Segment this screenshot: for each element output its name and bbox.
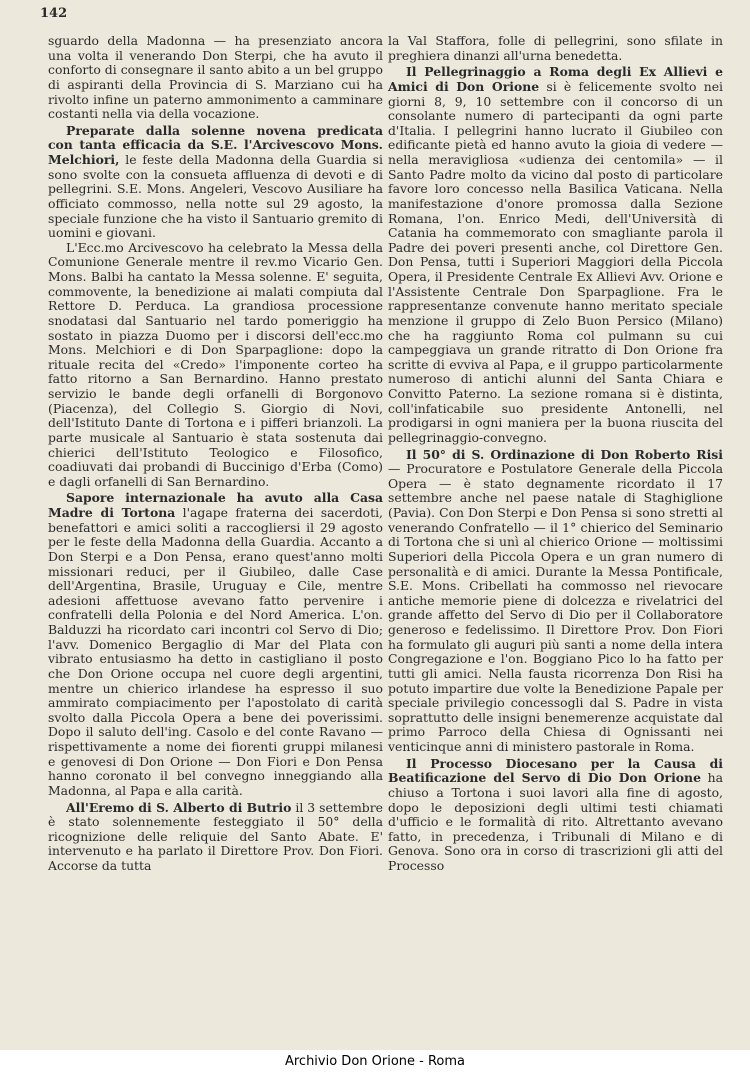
page-number: 142 [40,6,68,21]
article-paragraph [388,34,723,63]
paragraph-text: ha chiuso a Tortona i suoi lavori alla fine di agosto, dopo le deposizioni degli ultimi testi chiamati d'ufficio e le formalità di rito. Altrettanto avevano fatto, in precedenza, i Tribunali di Milano e di Genova. Sono ora in corso di trascrizioni gli atti del Processo [388,770,723,873]
archive-footer: Archivio Don Orione - Roma [284,1054,466,1069]
article-paragraph [48,34,383,122]
article-paragraph [48,124,383,241]
article-paragraph [48,801,383,874]
paragraph-text: — Procuratore e Postulatore Generale della Piccola Opera — è stato degnamente ricordato il 17 settembre anche nel paese natale di Staghiglione (Pavia). Con Don Sterpi e Don Pensa si sono stretti al venerando Confratello — il 1° chierico del Seminario di Tortona che si unì al chierico Orione — moltissimi Superiori della Piccola Opera e un gran numero di personalità e di amici. Durante la Messa Pontificale, S.E. Mons. Cribellati ha commosso nel rievocare antiche memorie piene di dolcezza e rivelatrici del grande affetto del Servo di Dio per il Collaboratore generoso e fedelissimo. Il Direttore Prov. Don Fiori ha formulato gli auguri più santi a nome della intera Congregazione e l'on. Boggiano Pico lo ha fatto per tutti gli amici. Nella fausta ricorrenza Don Risi ha potuto impartire due volte la Benedizione Papale per speciale privilegio concessogli dal S. Padre in vista soprattutto delle insigni benemerenze acquistate dal primo Parroco della Chiesa di Ognissanti nei venticinque anni di ministero pastorale in Roma. [388,461,723,754]
left-column [48,34,383,874]
right-column [388,34,723,874]
paragraph-text: l'agape fraterna dei sacerdoti, benefattori e amici soliti a raccogliersi il 29 agosto per le feste della Madonna della Guardia. Accanto a Don Sterpi e a Don Pensa, erano quest'anno molti missionari reduci, per il Giubileo, dalle Case dell'Argentina, Brasile, Uruguay e Cile, mentre adesioni affettuose avevano fatto pervenire i confratelli della Polonia e del Nord America. L'on. Balduzzi ha ricordato cari incontri col Servo di Dio; l'avv. Domenico Bergaglio di Mar del Plata con vibrato entusiasmo ha detto in castigliano il posto che Don Orione occupa nel cuore degli argentini, mentre un chierico irlandese ha espresso il suo ammirato compiacimento per l'apostolato di carità svolto dalla Piccola Opera a bene dei poverissimi. Dopo il saluto dell'ing. Casolo e del conte Ravano — rispettivamente a nome dei fiorenti gruppi milanesi e genovesi di Don Orione — Don Fiori e Don Pensa hanno coronato il bel convegno inneggiando alla Madonna, al Papa e alla carità. [48,505,383,798]
article-paragraph [388,757,723,874]
paragraph-lead: All'Eremo di S. Alberto di Butrio [66,799,292,815]
article-paragraph [48,491,383,798]
paragraph-text: la Val Staffora, folle di pellegrini, sono sfilate in preghiera dinanzi all'urna benedetta. [388,33,723,63]
article-paragraph [48,241,383,490]
paragraph-text: le feste della Madonna della Guardia si sono svolte con la consueta affluenza di devoti e di pellegrini. S.E. Mons. Angeleri, Vescovo Ausiliare ha officiato commosso, nella notte sul 29 agosto, la speciale funzione che ha visto il Santuario gremito di uomini e giovani. [48,152,383,241]
paragraph-text: L'Ecc.mo Arcivescovo ha celebrato la Messa della Comunione Generale mentre il rev.mo Vicario Gen. Mons. Balbi ha cantato la Messa solenne. E' seguita, commovente, la benedizione ai malati compiuta dal Rettore D. Perduca. La grandiosa processione snodatasi dal Santuario nel tardo pomeriggio ha sostato in piazza Duomo per i discorsi dell'ecc.mo Mons. Melchiori e di Don Sparpaglione: dopo la rituale recita del «Credo» l'imponente corteo ha fatto ritorno a San Bernardino. Hanno prestato servizio le bande degli orfanelli di Borgonovo (Piacenza), del Collegio S. Giorgio di Novi, dell'Istituto Dante di Tortona e i pifferi brianzoli. La parte musicale al Santuario è stata sostenuta dai chierici dell'Istituto Teologico e Filosofico, coadiuvati dai probandi di Buccinigo d'Erba (Como) e dagli orfanelli di San Bernardino. [48,239,383,489]
paragraph-lead: Il Processo Diocesano per la Causa di Beatificazione del Servo di Dio Don Orione [388,755,723,786]
paragraph-lead: Il 50° di S. Ordinazione di Don Roberto Risi [406,446,723,462]
paragraph-text: si è felicemente svolto nei giorni 8, 9, 10 settembre con il concorso di un consolante numero di partecipanti da ogni parte d'Italia. I pellegrini hanno lucrato il Giubileo con edificante pietà ed hanno avuto la gioia di vedere — nella meravigliosa «udienza dei centomila» — il Santo Padre molto da vicino dal posto di particolare favore loro concesso nella Basilica Vaticana. Nella manifestazione d'onore promossa dalla Sezione Romana, l'on. Enrico Medi, dell'Università di Catania ha commemorato con smagliante parola il Padre dei poveri presenti anche, col Direttore Gen. Don Pensa, tutti i Superiori Maggiori della Piccola Opera, il Presidente Centrale Ex Allievi Avv. Orione e l'Assistente Centrale Don Sparpaglione. Fra le rappresentanze convenute hanno meritato speciale menzione il gruppo di Zelo Buon Persico (Milano) che ha raggiunto Roma col pulmann su cui campeggiava un grande ritratto di Don Orione fra scritte di evviva al Papa, e il gruppo particolarmente numeroso di antichi alunni del Santa Chiara e Convitto Paterno. La sezione romana si è distinta, coll'infaticabile suo presidente Antonelli, nel prodigarsi in ogni maniera per la buona riuscita del pellegrinaggio-convegno. [388,78,723,445]
paragraph-lead: Il Pellegrinaggio a Roma degli Ex Allievi e Amici di Don Orione [388,64,723,94]
paragraph-lead: Preparate dalla solenne novena predicata con tanta efficacia da S.E. l'Arcivescovo Mons. Melchiori, [48,122,383,167]
paragraph-lead: Sapore internazionale ha avuto alla Casa Madre di Tortona [48,490,383,520]
article-paragraph [388,448,723,755]
article-paragraph [388,65,723,445]
paragraph-text: il 3 settembre è stato solennemente festeggiato il 50° della ricognizione delle reliquie del Santo Abate. E' intervenuto e ha parlato il Direttore Prov. Don Fiori. Accorse da tutta [48,799,383,873]
paragraph-text: sguardo della Madonna — ha presenziato ancora una volta il venerando Don Sterpi, che ha avuto il conforto di consegnare il santo abito a un bel gruppo di aspiranti della Provincia di S. Marziano cui ha rivolto infine un paterno ammonimento a camminare costanti nella via della vocazione. [48,33,383,122]
